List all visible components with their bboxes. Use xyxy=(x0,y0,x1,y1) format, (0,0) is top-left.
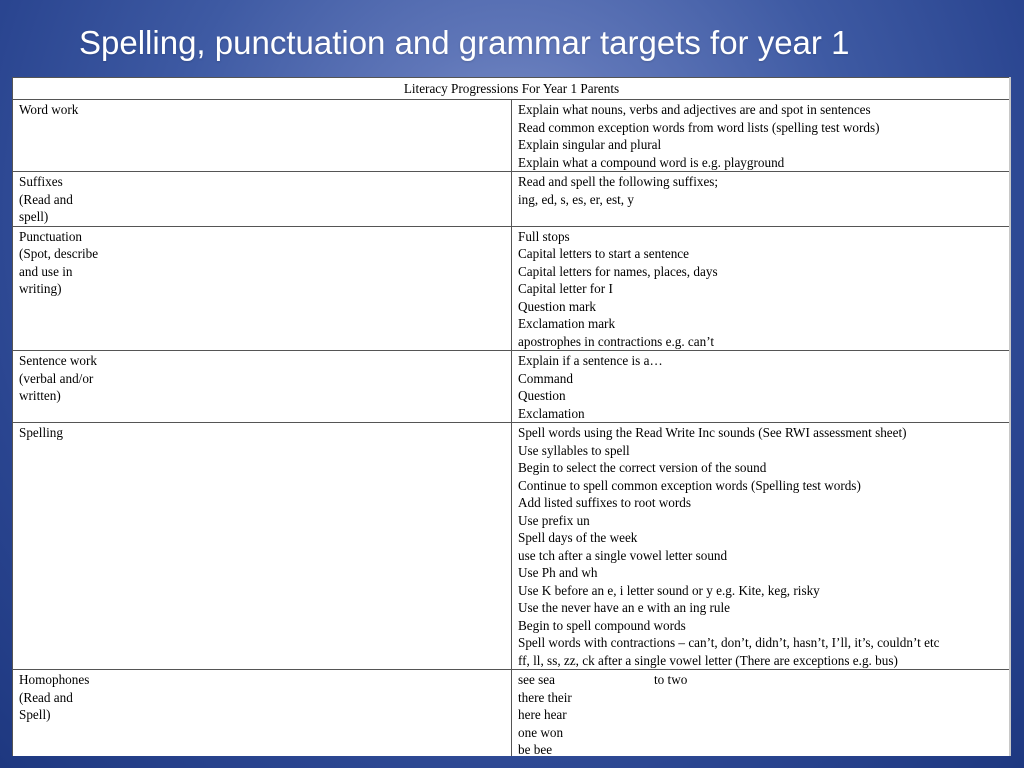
list-item: Continue to spell common exception words (Spelling test words) xyxy=(518,477,861,493)
list-item: Begin to select the correct version of the sound xyxy=(518,460,767,475)
category-label: writing) xyxy=(19,281,62,296)
items-cell-sentence-work xyxy=(512,351,1011,423)
list-item: Capital letter for I xyxy=(518,281,613,296)
table-row xyxy=(13,351,1011,423)
list-item: Use Ph and wh xyxy=(518,565,598,580)
category-label: (Spot, describe xyxy=(19,246,99,261)
category-label: written) xyxy=(19,388,61,403)
table-row xyxy=(13,172,1011,227)
category-label: (Read and xyxy=(19,191,73,207)
category-label: (verbal and/or xyxy=(19,370,94,386)
list-item: Full stops xyxy=(518,228,570,244)
category-label: Homophones xyxy=(19,672,90,687)
list-item: ing, ed, s, es, er, est, y xyxy=(518,191,634,207)
items-cell-word-work xyxy=(512,100,1011,172)
homophone-pair-line xyxy=(518,671,1004,689)
table-row xyxy=(13,226,1011,351)
table-header-row xyxy=(13,78,1011,100)
list-item: Question mark xyxy=(518,298,597,314)
list-item: Read common exception words from word lists (spelling test words) xyxy=(518,119,880,135)
category-cell-sentence-work xyxy=(13,351,512,423)
items-cell-punctuation xyxy=(512,226,1011,351)
items-cell-spelling xyxy=(512,423,1011,670)
list-item: Exclamation xyxy=(518,405,585,421)
table-row xyxy=(13,100,1011,172)
list-item: here hear xyxy=(518,707,567,722)
category-label: Spelling xyxy=(19,425,63,440)
list-item: ff, ll, ss, zz, ck after a single vowel letter (There are exceptions e.g. bus) xyxy=(518,652,898,668)
category-cell-word-work xyxy=(13,100,512,172)
list-item: Spell days of the week xyxy=(518,530,638,545)
category-cell-homophones xyxy=(13,670,512,757)
list-item: Explain what a compound word is e.g. playground xyxy=(518,154,785,170)
list-item: Use prefix un xyxy=(518,512,590,528)
category-cell-suffixes xyxy=(13,172,512,227)
list-item: apostrophes in contractions e.g. can’t xyxy=(518,333,715,349)
list-item: Begin to spell compound words xyxy=(518,617,686,633)
category-label: Punctuation xyxy=(19,228,83,244)
list-item: Spell words with contractions – can’t, don’t, didn’t, hasn’t, I’ll, it’s, couldn’t etc xyxy=(518,635,940,650)
list-item: Read and spell the following suffixes; xyxy=(518,174,719,189)
homophone-pair: to two xyxy=(654,672,688,687)
slide-title: Spelling, punctuation and grammar targets for year 1 xyxy=(79,24,850,61)
items-cell-suffixes xyxy=(512,172,1011,227)
list-item: be bee xyxy=(518,742,553,756)
category-label: (Read and xyxy=(19,689,73,705)
list-item: Explain singular and plural xyxy=(518,137,662,152)
table-row xyxy=(13,423,1011,670)
list-item: Use the never have an e with an ing rule xyxy=(518,600,731,615)
category-label: Suffixes xyxy=(19,174,63,189)
list-item: Question xyxy=(518,388,566,403)
list-item: Capital letters to start a sentence xyxy=(518,246,690,261)
literacy-table xyxy=(12,77,1011,756)
document-page xyxy=(12,77,1011,756)
list-item: Explain if a sentence is a… xyxy=(518,353,663,368)
table-row xyxy=(13,670,1011,757)
list-item: Spell words using the Read Write Inc sounds (See RWI assessment sheet) xyxy=(518,425,907,440)
category-cell-spelling xyxy=(13,423,512,670)
category-label: Word work xyxy=(19,102,79,117)
category-label: Spell) xyxy=(19,707,51,722)
category-label: and use in xyxy=(19,263,73,279)
category-cell-punctuation xyxy=(13,226,512,351)
category-label: spell) xyxy=(19,209,49,224)
homophone-pair: see sea xyxy=(518,672,555,687)
list-item: Use K before an e, i letter sound or y e.g. Kite, keg, risky xyxy=(518,582,820,598)
list-item: there their xyxy=(518,689,572,705)
list-item: Use syllables to spell xyxy=(518,442,630,458)
list-item: Add listed suffixes to root words xyxy=(518,495,692,510)
list-item: Exclamation mark xyxy=(518,316,616,331)
list-item: Command xyxy=(518,370,573,386)
items-cell-homophones xyxy=(512,670,1011,757)
list-item: Explain what nouns, verbs and adjectives are and spot in sentences xyxy=(518,102,871,117)
table-header: Literacy Progressions For Year 1 Parents xyxy=(13,78,1011,100)
list-item: one won xyxy=(518,724,564,740)
category-label: Sentence work xyxy=(19,353,97,368)
list-item: use tch after a single vowel letter sound xyxy=(518,547,728,563)
list-item: Capital letters for names, places, days xyxy=(518,263,718,279)
